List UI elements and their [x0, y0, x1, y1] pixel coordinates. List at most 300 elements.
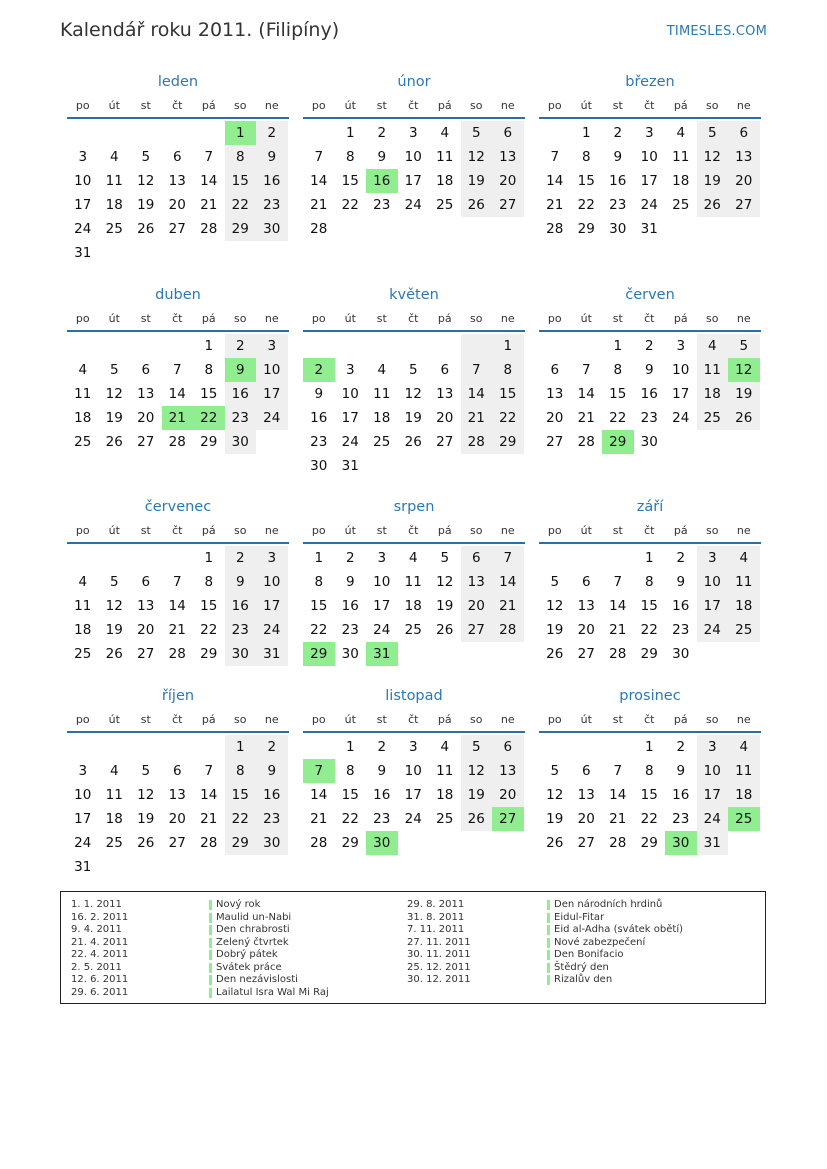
day-cell: 15	[577, 173, 595, 189]
day-cell: 3	[408, 739, 418, 755]
weekday-label: st	[376, 312, 387, 325]
day-cell: 6	[141, 574, 151, 590]
day-cell: 4	[109, 149, 119, 165]
day-cell: 13	[728, 145, 760, 169]
day-cell: 26	[105, 434, 123, 450]
holiday-day: 22	[193, 406, 225, 430]
empty-cell	[162, 121, 194, 145]
day-cell: 31	[341, 458, 359, 474]
day-cell: 11	[105, 173, 123, 189]
legend-date: 29. 6. 2011	[71, 986, 129, 998]
day-cell: 6	[492, 121, 524, 145]
day-cell: 26	[436, 622, 454, 638]
weekday-label: út	[580, 524, 592, 537]
day-cell: 24	[373, 622, 391, 638]
day-cell: 10	[74, 173, 92, 189]
day-cell: 27	[577, 835, 595, 851]
day-cell: 21	[200, 811, 218, 827]
day-cell: 31	[256, 642, 288, 666]
day-cell: 14	[461, 382, 493, 406]
day-cell: 22	[200, 622, 218, 638]
day-cell: 29	[577, 221, 595, 237]
day-cell: 24	[341, 434, 359, 450]
weekday-label: čt	[644, 713, 655, 726]
weekday-label: ne	[736, 524, 751, 537]
day-cell: 16	[225, 594, 257, 618]
day-cell: 11	[436, 763, 454, 779]
day-cell: 4	[377, 362, 387, 378]
weekday-label: út	[580, 713, 592, 726]
day-cell: 25	[436, 197, 454, 213]
day-cell: 25	[373, 434, 391, 450]
empty-cell	[67, 334, 99, 358]
day-cell: 4	[728, 735, 760, 759]
weekday-label: st	[140, 312, 151, 325]
empty-cell	[539, 121, 571, 145]
holiday-day: 12	[728, 358, 760, 382]
day-cell: 26	[461, 193, 493, 217]
month-červen	[539, 284, 761, 454]
day-cell: 14	[200, 787, 218, 803]
day-cell: 1	[345, 125, 355, 141]
day-cell: 21	[461, 406, 493, 430]
weekday-label: po	[311, 99, 326, 112]
day-cell: 8	[225, 145, 257, 169]
day-cell: 10	[697, 570, 729, 594]
site-link[interactable]: TIMESLES.COM	[666, 24, 767, 39]
day-cell: 31	[74, 245, 92, 261]
day-cell: 1	[225, 735, 257, 759]
legend-holiday-name: Den národních hrdinů	[547, 899, 683, 912]
weekday-label: ne	[736, 99, 751, 112]
day-cell: 16	[341, 598, 359, 614]
legend-date: 30. 12. 2011	[407, 974, 471, 985]
weekday-label: út	[580, 312, 592, 325]
day-cell: 17	[256, 382, 288, 406]
empty-cell	[130, 546, 162, 570]
weekday-label: út	[108, 713, 120, 726]
day-cell: 22	[341, 811, 359, 827]
weekday-label: so	[706, 99, 719, 112]
day-cell: 7	[314, 149, 324, 165]
day-cell: 26	[461, 807, 493, 831]
month-name: červenec	[144, 499, 212, 515]
day-cell: 6	[728, 121, 760, 145]
day-cell: 20	[436, 410, 454, 426]
day-cell: 23	[341, 622, 359, 638]
holiday-day: 7	[303, 759, 335, 783]
day-cell: 9	[377, 763, 387, 779]
day-cell: 7	[613, 763, 623, 779]
month-listopad	[303, 685, 525, 855]
empty-cell	[539, 735, 571, 759]
empty-cell	[99, 546, 131, 570]
empty-cell	[461, 334, 493, 358]
weekday-label: čt	[172, 312, 183, 325]
day-cell: 16	[256, 169, 288, 193]
day-cell: 19	[546, 622, 564, 638]
day-cell: 12	[436, 574, 454, 590]
day-cell: 15	[640, 598, 658, 614]
weekday-header	[539, 712, 761, 733]
day-cell: 17	[341, 410, 359, 426]
weekday-label: so	[706, 312, 719, 325]
holiday-day: 31	[366, 642, 398, 666]
day-cell: 4	[408, 550, 418, 566]
day-cell: 22	[640, 811, 658, 827]
weekday-label: po	[75, 312, 90, 325]
weekday-label: pá	[201, 99, 216, 112]
day-cell: 6	[461, 546, 493, 570]
legend-dates-right	[407, 899, 471, 987]
day-cell: 12	[546, 787, 564, 803]
day-cell: 21	[168, 622, 186, 638]
day-cell: 14	[609, 787, 627, 803]
day-cell: 2	[225, 546, 257, 570]
weekday-label: po	[75, 99, 90, 112]
day-cell: 20	[728, 169, 760, 193]
day-cell: 24	[256, 406, 288, 430]
day-cell: 1	[492, 334, 524, 358]
day-cell: 3	[697, 546, 729, 570]
day-cell: 23	[310, 434, 328, 450]
day-cell: 23	[609, 197, 627, 213]
day-cell: 6	[440, 362, 450, 378]
day-cell: 10	[74, 787, 92, 803]
day-cell: 9	[314, 386, 324, 402]
day-cell: 16	[640, 386, 658, 402]
day-grid	[67, 735, 289, 879]
day-cell: 3	[345, 362, 355, 378]
holiday-day: 2	[303, 358, 335, 382]
day-cell: 15	[640, 787, 658, 803]
empty-cell	[303, 735, 335, 759]
day-cell: 5	[109, 362, 119, 378]
day-cell: 11	[436, 149, 454, 165]
day-cell: 18	[74, 410, 92, 426]
legend-date: 27. 11. 2011	[407, 936, 471, 948]
day-cell: 8	[225, 759, 257, 783]
empty-cell	[602, 735, 634, 759]
day-cell: 12	[697, 145, 729, 169]
weekday-label: po	[75, 524, 90, 537]
day-cell: 15	[341, 173, 359, 189]
day-cell: 23	[373, 197, 391, 213]
day-grid	[303, 546, 525, 666]
day-cell: 8	[581, 149, 591, 165]
weekday-label: po	[547, 312, 562, 325]
day-cell: 29	[200, 434, 218, 450]
day-cell: 4	[676, 125, 686, 141]
day-cell: 30	[640, 434, 658, 450]
day-cell: 31	[74, 859, 92, 875]
day-cell: 27	[137, 434, 155, 450]
day-cell: 7	[550, 149, 560, 165]
day-cell: 24	[74, 835, 92, 851]
day-cell: 20	[577, 622, 595, 638]
day-cell: 23	[640, 410, 658, 426]
empty-cell	[539, 334, 571, 358]
legend-holiday-name: Eidul-Fitar	[547, 912, 683, 925]
legend-date: 30. 11. 2011	[407, 949, 471, 960]
day-grid	[303, 121, 525, 241]
day-cell: 2	[644, 338, 654, 354]
day-cell: 13	[492, 145, 524, 169]
month-name: červen	[625, 287, 675, 303]
day-cell: 12	[105, 386, 123, 402]
weekday-label: so	[706, 524, 719, 537]
weekday-label: ne	[264, 99, 279, 112]
weekday-header	[303, 712, 525, 733]
day-cell: 21	[310, 197, 328, 213]
day-cell: 25	[74, 646, 92, 662]
weekday-header	[539, 98, 761, 119]
weekday-label: ne	[264, 312, 279, 325]
day-cell: 20	[137, 622, 155, 638]
empty-cell	[99, 334, 131, 358]
weekday-header	[67, 523, 289, 544]
legend-holiday-name: Maulid un-Nabi	[209, 912, 329, 925]
empty-cell	[398, 334, 430, 358]
day-grid	[67, 546, 289, 666]
day-cell: 17	[373, 598, 391, 614]
day-cell: 9	[225, 570, 257, 594]
day-cell: 25	[105, 221, 123, 237]
holiday-day: 29	[303, 642, 335, 666]
legend-names-left	[209, 899, 329, 999]
day-cell: 19	[404, 410, 422, 426]
day-cell: 3	[78, 149, 88, 165]
day-cell: 16	[225, 382, 257, 406]
day-cell: 16	[672, 787, 690, 803]
day-cell: 11	[404, 574, 422, 590]
month-duben	[67, 284, 289, 454]
day-cell: 25	[728, 618, 760, 642]
day-cell: 22	[225, 807, 257, 831]
weekday-label: po	[311, 312, 326, 325]
weekday-label: čt	[644, 99, 655, 112]
day-cell: 13	[168, 173, 186, 189]
holiday-legend	[60, 891, 766, 1004]
day-cell: 6	[581, 574, 591, 590]
weekday-label: pá	[673, 524, 688, 537]
weekday-label: pá	[437, 524, 452, 537]
day-cell: 20	[492, 783, 524, 807]
day-cell: 16	[373, 787, 391, 803]
day-cell: 7	[492, 546, 524, 570]
weekday-label: so	[234, 524, 247, 537]
day-cell: 20	[168, 811, 186, 827]
day-cell: 3	[697, 735, 729, 759]
day-cell: 28	[492, 618, 524, 642]
day-cell: 27	[436, 434, 454, 450]
day-cell: 26	[546, 835, 564, 851]
day-cell: 17	[672, 386, 690, 402]
weekday-label: čt	[172, 524, 183, 537]
day-cell: 1	[581, 125, 591, 141]
day-cell: 10	[640, 149, 658, 165]
day-cell: 7	[613, 574, 623, 590]
day-cell: 28	[200, 221, 218, 237]
weekday-label: ne	[500, 312, 515, 325]
day-cell: 13	[577, 787, 595, 803]
day-cell: 25	[436, 811, 454, 827]
day-cell: 13	[461, 570, 493, 594]
day-cell: 15	[609, 386, 627, 402]
weekday-label: ne	[264, 524, 279, 537]
legend-date: 9. 4. 2011	[71, 924, 122, 935]
day-cell: 10	[256, 358, 288, 382]
day-cell: 5	[141, 149, 151, 165]
day-cell: 30	[672, 646, 690, 662]
day-cell: 15	[341, 787, 359, 803]
day-cell: 30	[225, 642, 257, 666]
day-cell: 15	[492, 382, 524, 406]
weekday-header	[303, 311, 525, 332]
day-cell: 10	[697, 759, 729, 783]
empty-cell	[99, 735, 131, 759]
day-cell: 3	[256, 546, 288, 570]
day-cell: 1	[204, 338, 214, 354]
day-cell: 11	[74, 386, 92, 402]
day-cell: 24	[404, 197, 422, 213]
legend-holiday-name: Den Bonifacio	[547, 949, 683, 962]
day-cell: 2	[676, 550, 686, 566]
day-cell: 28	[577, 434, 595, 450]
day-cell: 31	[640, 221, 658, 237]
legend-holiday-name: Den nezávislosti	[209, 974, 329, 987]
weekday-label: ne	[500, 713, 515, 726]
empty-cell	[99, 121, 131, 145]
day-cell: 11	[697, 358, 729, 382]
day-cell: 24	[404, 811, 422, 827]
weekday-label: pá	[673, 713, 688, 726]
day-cell: 2	[377, 125, 387, 141]
day-cell: 17	[404, 787, 422, 803]
legend-date: 25. 12. 2011	[407, 961, 471, 973]
day-cell: 9	[644, 362, 654, 378]
weekday-label: čt	[408, 524, 419, 537]
day-cell: 14	[609, 598, 627, 614]
day-cell: 13	[168, 787, 186, 803]
weekday-label: pá	[437, 312, 452, 325]
day-cell: 14	[310, 173, 328, 189]
day-cell: 16	[310, 410, 328, 426]
weekday-label: ne	[500, 99, 515, 112]
day-cell: 21	[200, 197, 218, 213]
day-cell: 5	[440, 550, 450, 566]
day-cell: 25	[672, 197, 690, 213]
holiday-day: 9	[225, 358, 257, 382]
day-cell: 3	[676, 338, 686, 354]
day-cell: 5	[550, 763, 560, 779]
day-cell: 6	[581, 763, 591, 779]
weekday-label: čt	[172, 99, 183, 112]
day-cell: 28	[609, 646, 627, 662]
day-cell: 23	[672, 811, 690, 827]
day-cell: 16	[672, 598, 690, 614]
day-cell: 18	[436, 787, 454, 803]
day-cell: 25	[404, 622, 422, 638]
day-cell: 22	[640, 622, 658, 638]
day-cell: 30	[341, 646, 359, 662]
month-name: leden	[157, 74, 199, 90]
day-cell: 9	[613, 149, 623, 165]
day-cell: 14	[200, 173, 218, 189]
legend-holiday-name: Den chrabrosti	[209, 924, 329, 937]
weekday-label: so	[234, 713, 247, 726]
day-cell: 13	[137, 598, 155, 614]
day-cell: 24	[697, 807, 729, 831]
day-cell: 12	[137, 787, 155, 803]
day-cell: 8	[314, 574, 324, 590]
day-cell: 17	[74, 811, 92, 827]
day-cell: 19	[461, 783, 493, 807]
weekday-label: so	[470, 524, 483, 537]
legend-holiday-name: Nové zabezpečení	[547, 937, 683, 950]
empty-cell	[67, 735, 99, 759]
day-cell: 15	[310, 598, 328, 614]
day-cell: 10	[256, 570, 288, 594]
day-cell: 17	[404, 173, 422, 189]
day-cell: 22	[341, 197, 359, 213]
day-cell: 28	[310, 221, 328, 237]
day-cell: 23	[672, 622, 690, 638]
legend-date: 2. 5. 2011	[71, 961, 122, 973]
weekday-label: so	[470, 99, 483, 112]
day-cell: 21	[577, 410, 595, 426]
day-cell: 5	[461, 735, 493, 759]
weekday-label: ne	[736, 312, 751, 325]
weekday-label: st	[612, 99, 623, 112]
empty-cell	[335, 334, 367, 358]
legend-holiday-name: Dobrý pátek	[209, 949, 329, 962]
day-cell: 19	[461, 169, 493, 193]
legend-holiday-name: Eid al-Adha (svátek obětí)	[547, 924, 683, 937]
weekday-label: čt	[172, 713, 183, 726]
day-cell: 14	[546, 173, 564, 189]
empty-cell	[130, 334, 162, 358]
day-cell: 12	[137, 173, 155, 189]
weekday-header	[539, 523, 761, 544]
day-cell: 4	[78, 362, 88, 378]
weekday-label: pá	[437, 99, 452, 112]
day-cell: 24	[697, 618, 729, 642]
day-cell: 12	[461, 145, 493, 169]
day-cell: 22	[492, 406, 524, 430]
day-cell: 30	[225, 430, 257, 454]
day-cell: 11	[672, 149, 690, 165]
day-cell: 18	[105, 811, 123, 827]
weekday-header	[303, 98, 525, 119]
day-cell: 8	[345, 149, 355, 165]
weekday-label: st	[140, 524, 151, 537]
day-cell: 7	[204, 149, 214, 165]
holiday-day: 30	[366, 831, 398, 855]
weekday-label: st	[140, 99, 151, 112]
legend-holiday-name: Štědrý den	[547, 962, 683, 975]
holiday-day: 1	[225, 121, 257, 145]
day-cell: 4	[697, 334, 729, 358]
weekday-label: st	[612, 312, 623, 325]
day-cell: 16	[256, 783, 288, 807]
empty-cell	[429, 334, 461, 358]
empty-cell	[193, 735, 225, 759]
day-cell: 18	[697, 382, 729, 406]
day-grid	[303, 735, 525, 855]
day-cell: 21	[609, 622, 627, 638]
weekday-label: ne	[736, 713, 751, 726]
